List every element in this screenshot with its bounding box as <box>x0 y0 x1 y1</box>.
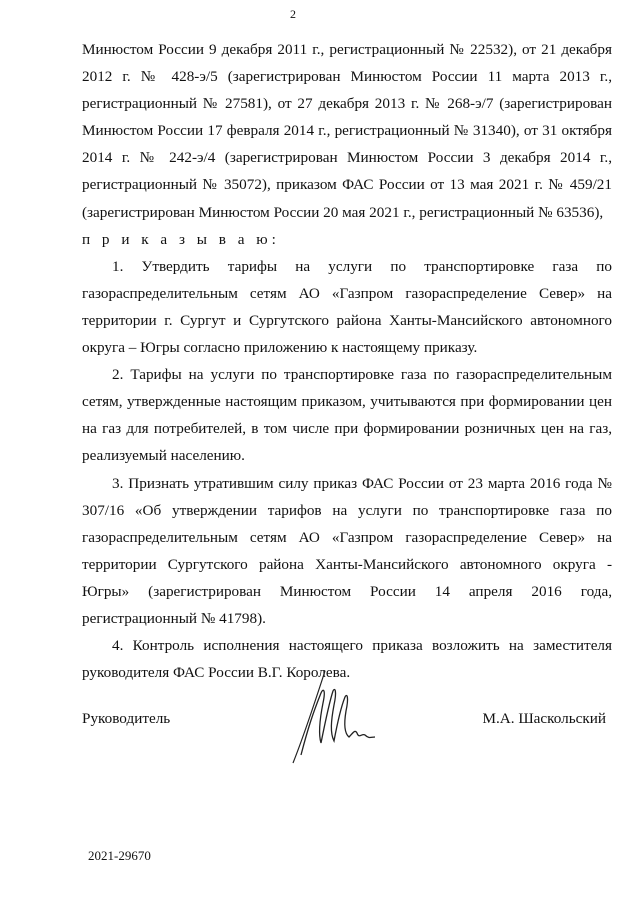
signatory-role: Руководитель <box>82 710 171 727</box>
order-word: п р и к а з ы в а ю: <box>82 230 280 248</box>
page-number: 2 <box>290 7 296 21</box>
item-paragraph-1: 1. Утвердить тарифы на услуги по транспортировке газа по газораспределительным сетям АО «Газпром газораспределение Север» на территории г. Сургут и Сургутского района Ханты-Мансийского автономного округа – Югры согласно приложению к настоящему приказу. <box>82 257 612 357</box>
document-number: 2021-29670 <box>88 848 151 863</box>
signatory-name: М.А. Шаскольский <box>482 710 606 727</box>
item-paragraph-3: 3. Признать утратившим силу приказ ФАС России от 23 марта 2016 года № 307/16 «Об утверждении тарифов на услуги по транспортировке газа по газораспределительным сетям АО «Газпром газораспределение Север» на территории Сургутского района Ханты-Мансийского автономного округа - Югры» (зарегистрирован Минюстом России 14 апреля 2016 года, регистрационный № 41798). <box>82 474 612 627</box>
item-paragraph-2: 2. Тарифы на услуги по транспортировке газа по газораспределительным сетям, утвержденные настоящим приказом, учитываются при формировании цен на газ для потребителей, в том числе при формировании розничных цен на газ, реализуемый населению. <box>82 366 612 465</box>
document-body <box>82 36 612 686</box>
item-paragraph-4: 4. Контроль исполнения настоящего приказа возложить на заместителя руководителя ФАС России В.Г. Королева. <box>82 637 612 682</box>
intro-paragraph: Минюстом России 9 декабря 2011 г., регистрационный № 22532), от 21 декабря 2012 г. № 428-э/5 (зарегистрирован Минюстом России 11 марта 2013 г., регистрационный № 27581), от 27 декабря 2013 г. № 268-э/7 (зарегистрирован Минюстом России 17 февраля 2014 г., регистрационный № 31340), от 31 октября 2014 г. № 242-э/4 (зарегистрирован Минюстом России 3 декабря 2014 г., регистрационный № 35072), приказом ФАС России от 13 мая 2021 г. № 459/21 (зарегистрирован Минюстом России 20 мая 2021 г., регистрационный № 63536), <box>82 41 612 221</box>
signature-block <box>82 710 612 734</box>
